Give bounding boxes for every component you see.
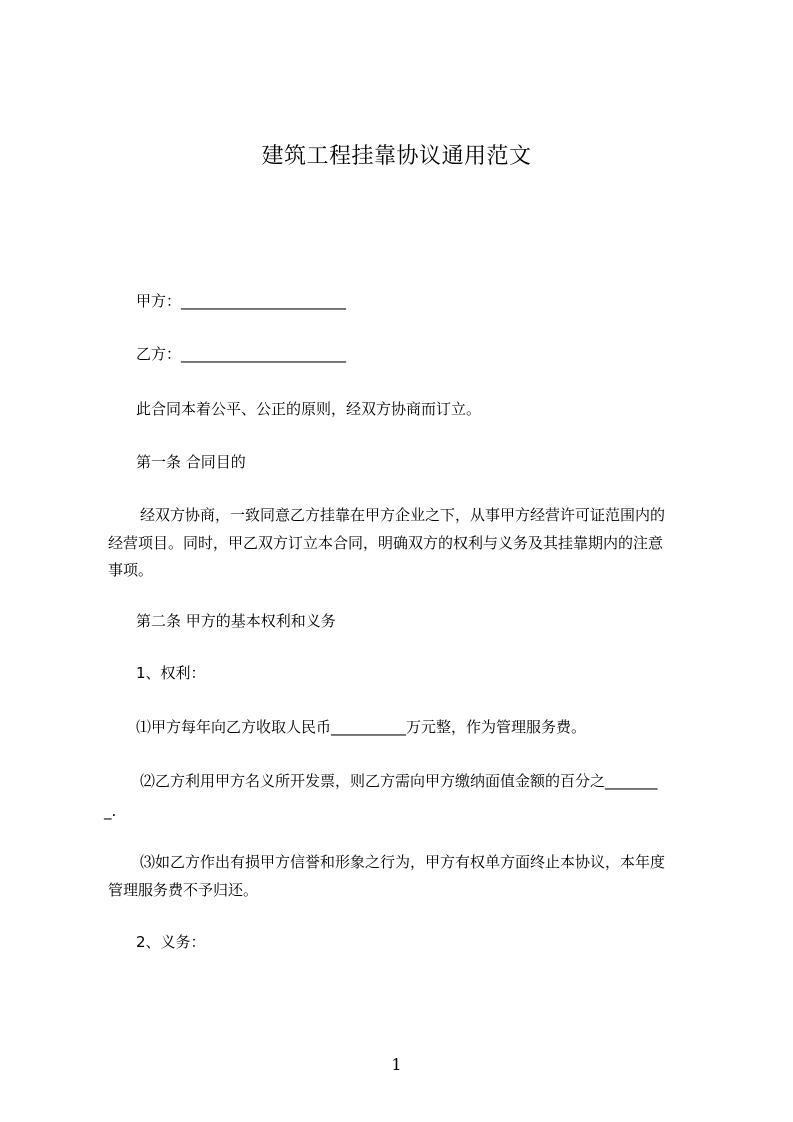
article1-paragraph-line-2: 经营项目。同时，甲乙双方订立本合同，明确双方的权利与义务及其挂靠期内的注意: [108, 534, 664, 552]
document-title: 建筑工程挂靠协议通用范文: [261, 144, 532, 169]
rights-heading: 1、权利：: [136, 664, 206, 682]
rights-item-1: ⑴甲方每年向乙方收取人民币__________万元整，作为管理服务费。: [136, 718, 587, 736]
article1-heading: 第一条 合同目的: [136, 453, 246, 471]
rights-item-3-line-1: ⑶如乙方作出有损甲方信誉和形象之行为，甲方有权单方面终止本协议，本年度: [140, 853, 666, 871]
page-number: 1: [391, 1055, 402, 1074]
rights-item-2-line-1: ⑵乙方利用甲方名义所开发票，则乙方需向甲方缴纳面值金额的百分之_______: [140, 772, 658, 790]
party-b-line: 乙方：______________________: [136, 345, 347, 363]
preamble-text: 此合同本着公平、公正的原则，经双方协商而订立。: [136, 400, 482, 418]
rights-item-3-line-2: 管理服务费不予归还。: [108, 881, 259, 899]
duties-heading: 2、义务：: [136, 933, 206, 951]
article1-paragraph-line-1: 经双方协商，一致同意乙方挂靠在甲方企业之下，从事甲方经营许可证范围内的: [140, 506, 666, 524]
article1-paragraph-line-3: 事项。: [108, 561, 154, 579]
rights-item-2-line-2: _.: [104, 802, 117, 820]
party-a-line: 甲方：______________________: [136, 292, 347, 310]
article2-heading: 第二条 甲方的基本权利和义务: [136, 612, 336, 630]
